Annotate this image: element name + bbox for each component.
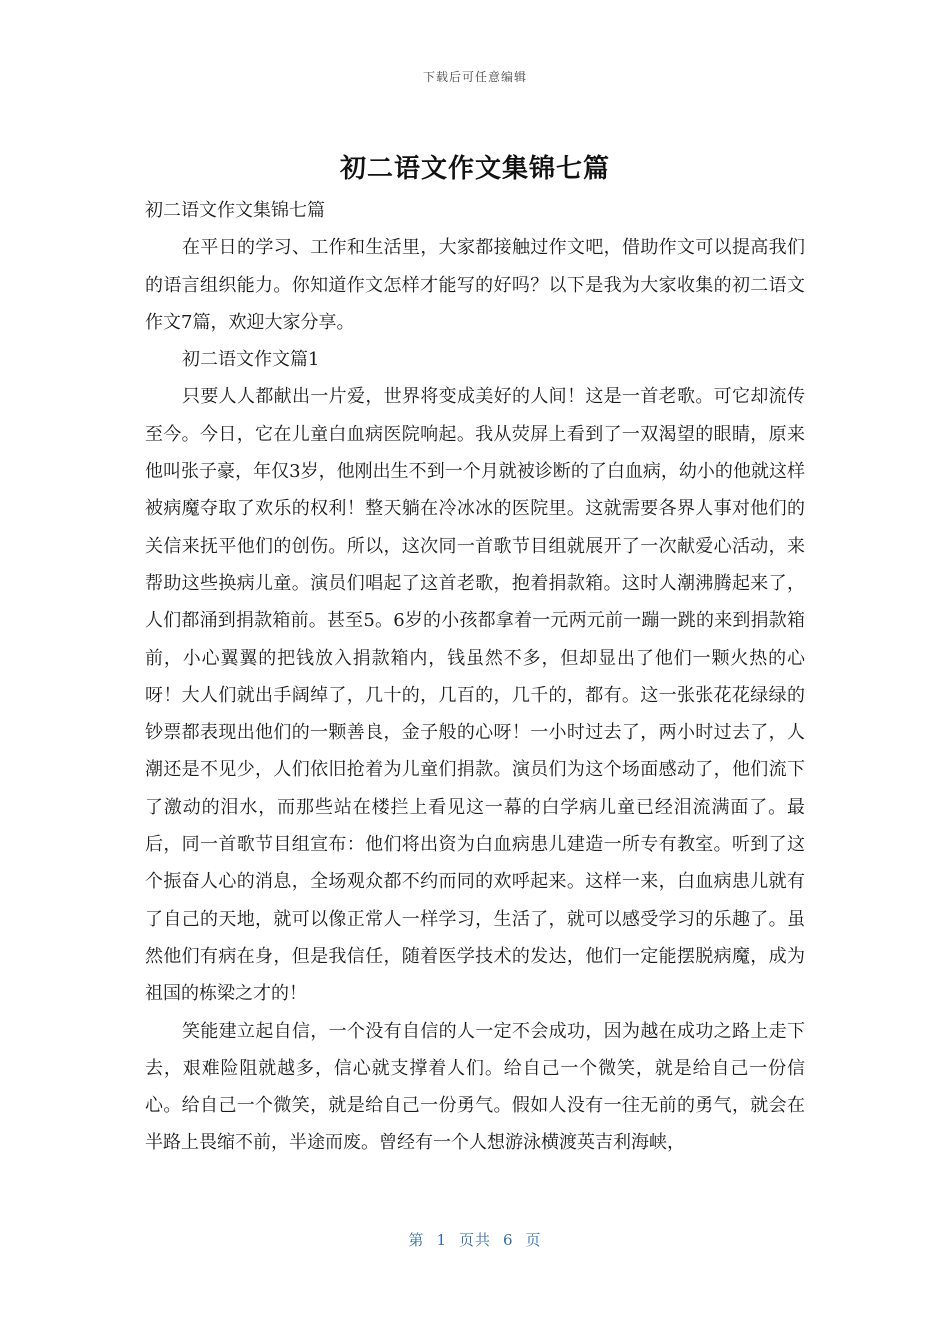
page-label-middle: 页共 [458, 1231, 491, 1249]
essay-paragraph: 笑能建立起自信，一个没有自信的人一定不会成功，因为越在成功之路上走下去，艰难险阻就越多，信心就支撑着人们。给自己一个微笑，就是给自己一份信心。给自己一个微笑，就是给自己一份勇气。假如人没有一往无前的勇气，就会在半路上畏缩不前，半途而废。曾经有一个人想游泳横渡英吉利海峡， [145, 1020, 805, 1154]
page-footer [0, 1229, 950, 1250]
total-pages-number: 6 [503, 1231, 514, 1249]
page-label-prefix: 第 [408, 1231, 425, 1249]
essay-paragraph: 只要人人都献出一片爱，世界将变成美好的人间！这是一首老歌。可它却流传至今。今日，它在儿童白血病医院响起。我从荧屏上看到了一双渴望的眼睛，原来他叫张子豪，年仅3岁，他刚出生不到一个月就被诊断的了白血病，幼小的他就这样被病魔夺取了欢乐的权利！整天躺在冷冰冰的医院里。这就需要各界人事对他们的关信来抚平他们的创伤。所以，这次同一首歌节目组就展开了一次献爱心活动，来帮助这些换病儿童。演员们唱起了这首老歌，抱着捐款箱。这时人潮沸腾起来了，人们都涌到捐款箱前。甚至5。6岁的小孩都拿着一元两元前一蹦一跳的来到捐款箱前，小心翼翼的把钱放入捐款箱内，钱虽然不多，但却显出了他们一颗火热的心呀！大人们就出手阔绰了，几十的，几百的，几千的，都有。这一张张花花绿绿的钞票都表现出他们的一颗善良，金子般的心呀！一小时过去了，两小时过去了，人潮还是不见少，人们依旧抢着为儿童们捐款。演员们为这个场面感动了，他们流下了激动的泪水，而那些站在楼拦上看见这一幕的白学病儿童已经泪流满面了。最后，同一首歌节目组宣布：他们将出资为白血病患儿建造一所专有教室。听到了这个振奋人心的消息，全场观众都不约而同的欢呼起来。这样一来，白血病患儿就有了自己的天地，就可以像正常人一样学习，生活了，就可以感受学习的乐趣了。虽然他们有病在身，但是我信任，随着医学技术的发达，他们一定能摆脱病魔，成为祖国的栋梁之才的！ [145, 386, 805, 1005]
document-body [145, 192, 805, 1162]
page-label-suffix: 页 [525, 1231, 542, 1249]
current-page-number: 1 [436, 1231, 447, 1249]
section-heading: 初二语文作文篇1 [182, 349, 320, 371]
header-note: 下载后可任意编辑 [422, 70, 527, 84]
document-title: 初二语文作文集锦七篇 [339, 154, 610, 184]
document-subtitle: 初二语文作文集锦七篇 [145, 200, 325, 221]
intro-paragraph: 在平日的学习、工作和生活里，大家都接触过作文吧，借助作文可以提高我们的语言组织能力。你知道作文怎样才能写的好吗？以下是我为大家收集的初二语文作文7篇，欢迎大家分享。 [145, 237, 805, 333]
